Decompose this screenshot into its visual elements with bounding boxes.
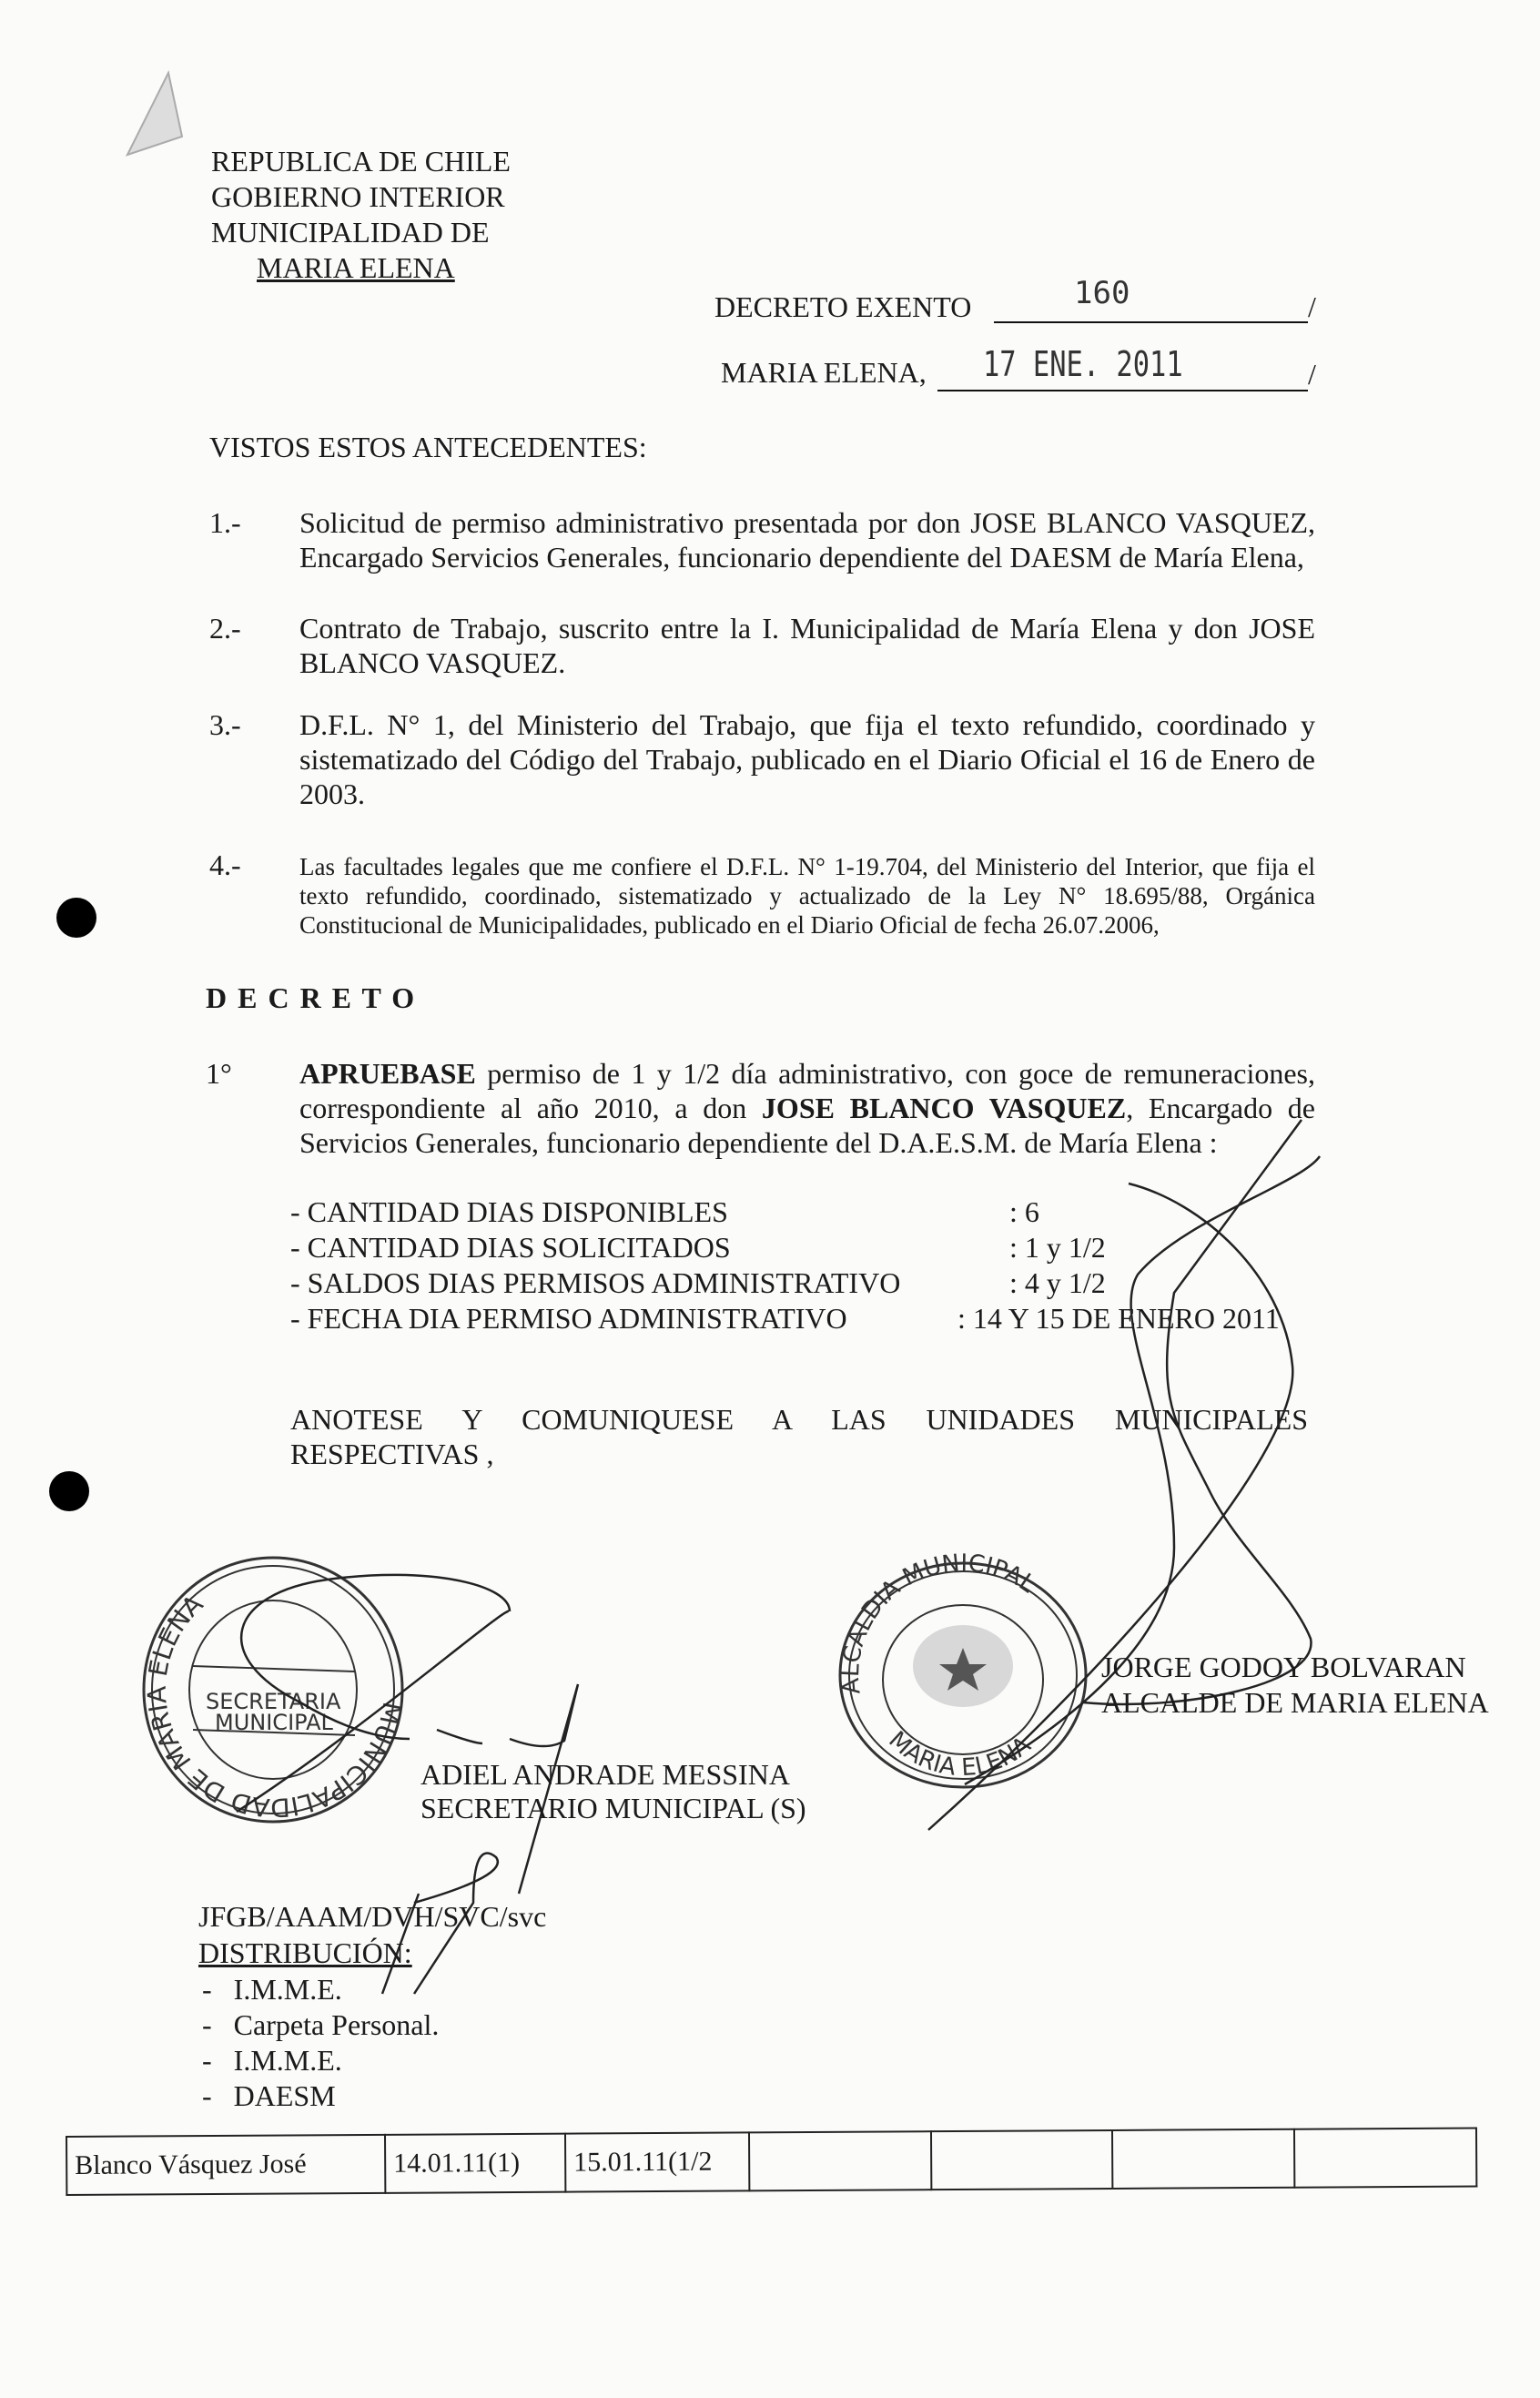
letterhead-line: MARIA ELENA <box>257 251 455 284</box>
detail-value: : 1 y 1/2 <box>1009 1231 1106 1264</box>
closing-line: ANOTESE Y COMUNIQUESE A LAS UNIDADES MUNICIPALES <box>290 1403 1308 1436</box>
svg-text:MUNICIPALIDAD DE MARIA ELENA: MUNICIPALIDAD DE MARIA ELENA <box>141 1589 408 1824</box>
article-number: 1° <box>206 1057 232 1090</box>
distribution-item: - Carpeta Personal. <box>202 2008 440 2041</box>
table-cell <box>749 2131 931 2190</box>
employee-name: JOSE BLANCO VASQUEZ <box>761 1092 1127 1124</box>
distribution-item: - DAESM <box>202 2079 336 2112</box>
antecedent-text: Solicitud de permiso administrativo presentada por don JOSE BLANCO VASQUEZ, Encargado Servicios Generales, funcionario dependiente del DAESM de María Elena, <box>299 506 1315 574</box>
decree-label: DECRETO EXENTO <box>714 290 972 323</box>
item-number: 1.- <box>209 506 241 539</box>
table-cell: 14.01.11(1) <box>385 2134 565 2193</box>
distribution-item: - I.M.M.E. <box>202 2044 342 2077</box>
table-cell <box>1112 2129 1294 2189</box>
detail-label: - CANTIDAD DIAS DISPONIBLES <box>290 1195 728 1228</box>
secretary-seal <box>133 1558 417 1834</box>
letterhead-line: GOBIERNO INTERIOR <box>211 180 505 213</box>
closing-line: RESPECTIVAS , <box>290 1438 494 1470</box>
approve-word: APRUEBASE <box>299 1057 476 1090</box>
antecedent-text: D.F.L. N° 1, del Ministerio del Trabajo, que fija el texto refundido, coordinado y sistematizado del Código del Trabajo, publicado en el Diario Oficial el 16 de Enero de 2003. <box>299 708 1315 810</box>
mayor-title: ALCALDE DE MARIA ELENA <box>1101 1686 1489 1719</box>
decree-date: 17 ENE. 2011 <box>983 344 1183 384</box>
vistos-title: VISTOS ESTOS ANTECEDENTES: <box>209 431 647 463</box>
distribution-item-label: DAESM <box>233 2079 336 2112</box>
item-number: 4.- <box>209 848 241 881</box>
distribution-title: DISTRIBUCIÓN: <box>198 1936 412 1969</box>
decreto-title: D E C R E T O <box>206 981 417 1014</box>
detail-value: : 14 Y 15 DE ENERO 2011 <box>957 1302 1280 1335</box>
mayor-seal <box>837 1550 1086 1787</box>
mayor-name: JORGE GODOY BOLVARAN <box>1101 1651 1466 1683</box>
distribution-item-label: I.M.M.E. <box>233 2044 342 2077</box>
detail-value: : 4 y 1/2 <box>1009 1266 1106 1299</box>
secretary-title: SECRETARIO MUNICIPAL (S) <box>420 1792 806 1824</box>
place-label: MARIA ELENA, <box>721 356 927 389</box>
detail-value: : 6 <box>1009 1195 1039 1228</box>
slash: / <box>1308 290 1316 323</box>
article-text-part: permiso de 1 y 1/2 día administrativo, con goce de remuneraciones, correspondiente al año 2010, a don <box>299 1057 1315 1124</box>
svg-text:MUNICIPAL: MUNICIPAL <box>215 1710 333 1735</box>
slash: / <box>1308 358 1316 391</box>
decree-number: 160 <box>1074 275 1130 311</box>
letterhead-line: MUNICIPALIDAD DE <box>211 216 490 249</box>
table-cell: 15.01.11(1/2 <box>565 2132 749 2191</box>
svg-text:MARIA ELENA: MARIA ELENA <box>883 1726 1037 1783</box>
antecedent-text: Las facultades legales que me confiere el D.F.L. N° 1-19.704, del Ministerio del Interior, que fija el texto refundido, coordinado, sistematizado y actualizado de la Ley N° 18.695/88, Orgánica Constitucional de Municipalidades, publicado en el Diario Oficial de fecha 26.07.2006, <box>299 853 1315 939</box>
distribution-item-label: I.M.M.E. <box>233 1973 342 2006</box>
table-cell <box>931 2130 1112 2190</box>
item-number: 3.- <box>209 708 241 741</box>
table-cell: Blanco Vásquez José <box>66 2135 385 2195</box>
leave-register-table <box>66 2128 1477 2196</box>
distribution-item: - I.M.M.E. <box>202 1973 342 2006</box>
detail-label: - CANTIDAD DIAS SOLICITADOS <box>290 1231 731 1264</box>
svg-text:ALCALDIA MUNICIPAL: ALCALDIA MUNICIPAL <box>837 1550 1040 1696</box>
table-cell <box>1294 2129 1476 2188</box>
svg-text:SECRETARIA: SECRETARIA <box>206 1689 341 1714</box>
item-number: 2.- <box>209 612 241 645</box>
mayor-signature <box>928 1120 1320 1830</box>
detail-label: - SALDOS DIAS PERMISOS ADMINISTRATIVO <box>290 1266 901 1299</box>
letterhead-line: REPUBLICA DE CHILE <box>211 145 511 178</box>
secretary-name: ADIEL ANDRADE MESSINA <box>420 1758 790 1791</box>
detail-label: - FECHA DIA PERMISO ADMINISTRATIVO <box>290 1302 847 1335</box>
distribution-item-label: Carpeta Personal. <box>233 2008 440 2041</box>
table-row <box>66 2129 1476 2195</box>
reference-initials: JFGB/AAAM/DVH/SVC/svc <box>198 1900 547 1933</box>
antecedent-text: Contrato de Trabajo, suscrito entre la I. Municipalidad de María Elena y don JOSE BLANCO VASQUEZ. <box>299 612 1315 679</box>
article-text-part: , Encargado de Servicios Generales, funcionario dependiente del D.A.E.S.M. de María Elena : <box>299 1092 1316 1159</box>
